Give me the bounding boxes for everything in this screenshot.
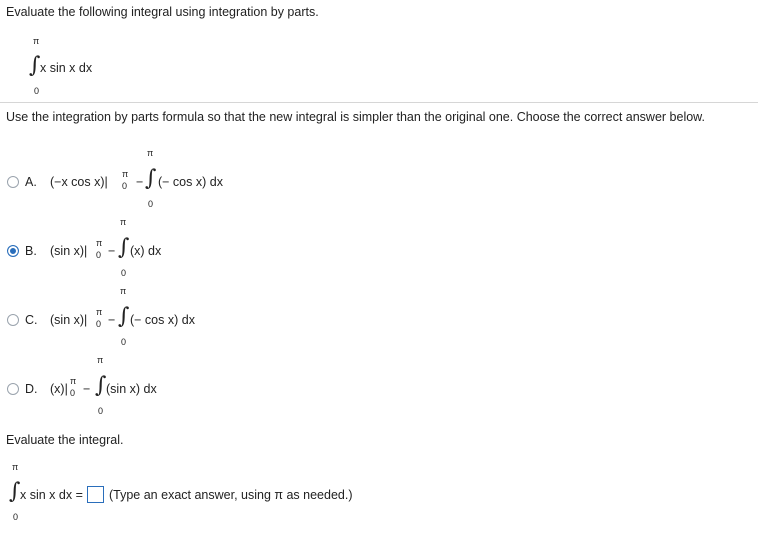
evaluate-integral-upper: π [12, 462, 19, 472]
option-b-eval-lower: 0 [96, 250, 102, 260]
option-c-letter: C. [25, 313, 38, 327]
integral-lower-limit: 0 [34, 86, 40, 96]
option-b-eval-upper: π [96, 238, 103, 248]
option-a-int-lower: 0 [148, 199, 154, 209]
option-d-eval-upper: π [70, 376, 77, 386]
option-b-integrand: (x) dx [130, 244, 162, 258]
option-c-minus: − [108, 313, 116, 327]
option-c-radio[interactable] [7, 314, 19, 326]
option-c-boundary: (sin x)| [50, 313, 88, 327]
option-c-integral-sign: ∫ [118, 304, 130, 329]
option-b-radio[interactable] [7, 245, 19, 257]
option-c-eval-lower: 0 [96, 319, 102, 329]
option-b-letter: B. [25, 244, 37, 258]
option-a-eval-lower: 0 [122, 181, 128, 191]
option-d-radio[interactable] [7, 383, 19, 395]
option-d-boundary: (x)| [50, 382, 68, 396]
option-b-integral-sign: ∫ [118, 235, 130, 260]
option-b-boundary: (sin x)| [50, 244, 88, 258]
option-c-int-lower: 0 [121, 337, 127, 347]
option-c-integrand: (− cos x) dx [130, 313, 195, 327]
option-d-int-lower: 0 [98, 406, 104, 416]
instruction-text: Use the integration by parts formula so that the new integral is simpler than the original one. Choose the correct answer below. [6, 110, 705, 124]
option-a-integral-sign: ∫ [145, 166, 157, 191]
integral-upper-limit: π [33, 36, 40, 46]
option-a-int-upper: π [147, 148, 154, 158]
option-d-eval-lower: 0 [70, 388, 76, 398]
integral-sign: ∫ [29, 53, 41, 78]
option-a-boundary: (−x cos x)| [50, 175, 108, 189]
option-a-eval-upper: π [122, 169, 129, 179]
option-d-integrand: (sin x) dx [106, 382, 157, 396]
option-b-int-upper: π [120, 217, 127, 227]
evaluate-integral-sign: ∫ [9, 479, 21, 504]
option-b-minus: − [108, 244, 116, 258]
integral-integrand: x sin x dx [40, 61, 93, 75]
option-d-int-upper: π [97, 355, 104, 365]
option-d-minus: − [83, 382, 91, 396]
evaluate-integrand: x sin x dx = [20, 488, 83, 502]
divider [0, 102, 758, 103]
option-b-int-lower: 0 [121, 268, 127, 278]
option-a-letter: A. [25, 175, 37, 189]
answer-hint: (Type an exact answer, using π as needed.) [109, 488, 353, 502]
option-d-integral-sign: ∫ [95, 373, 107, 398]
option-a-minus: − [136, 175, 144, 189]
option-d-letter: D. [25, 382, 38, 396]
evaluate-prompt: Evaluate the integral. [6, 433, 124, 447]
option-c-eval-upper: π [96, 307, 103, 317]
option-a-radio[interactable] [7, 176, 19, 188]
question-prompt: Evaluate the following integral using integration by parts. [6, 5, 319, 19]
evaluate-integral-lower: 0 [13, 512, 19, 522]
option-a-integrand: (− cos x) dx [158, 175, 223, 189]
answer-input[interactable] [87, 486, 104, 503]
option-c-int-upper: π [120, 286, 127, 296]
